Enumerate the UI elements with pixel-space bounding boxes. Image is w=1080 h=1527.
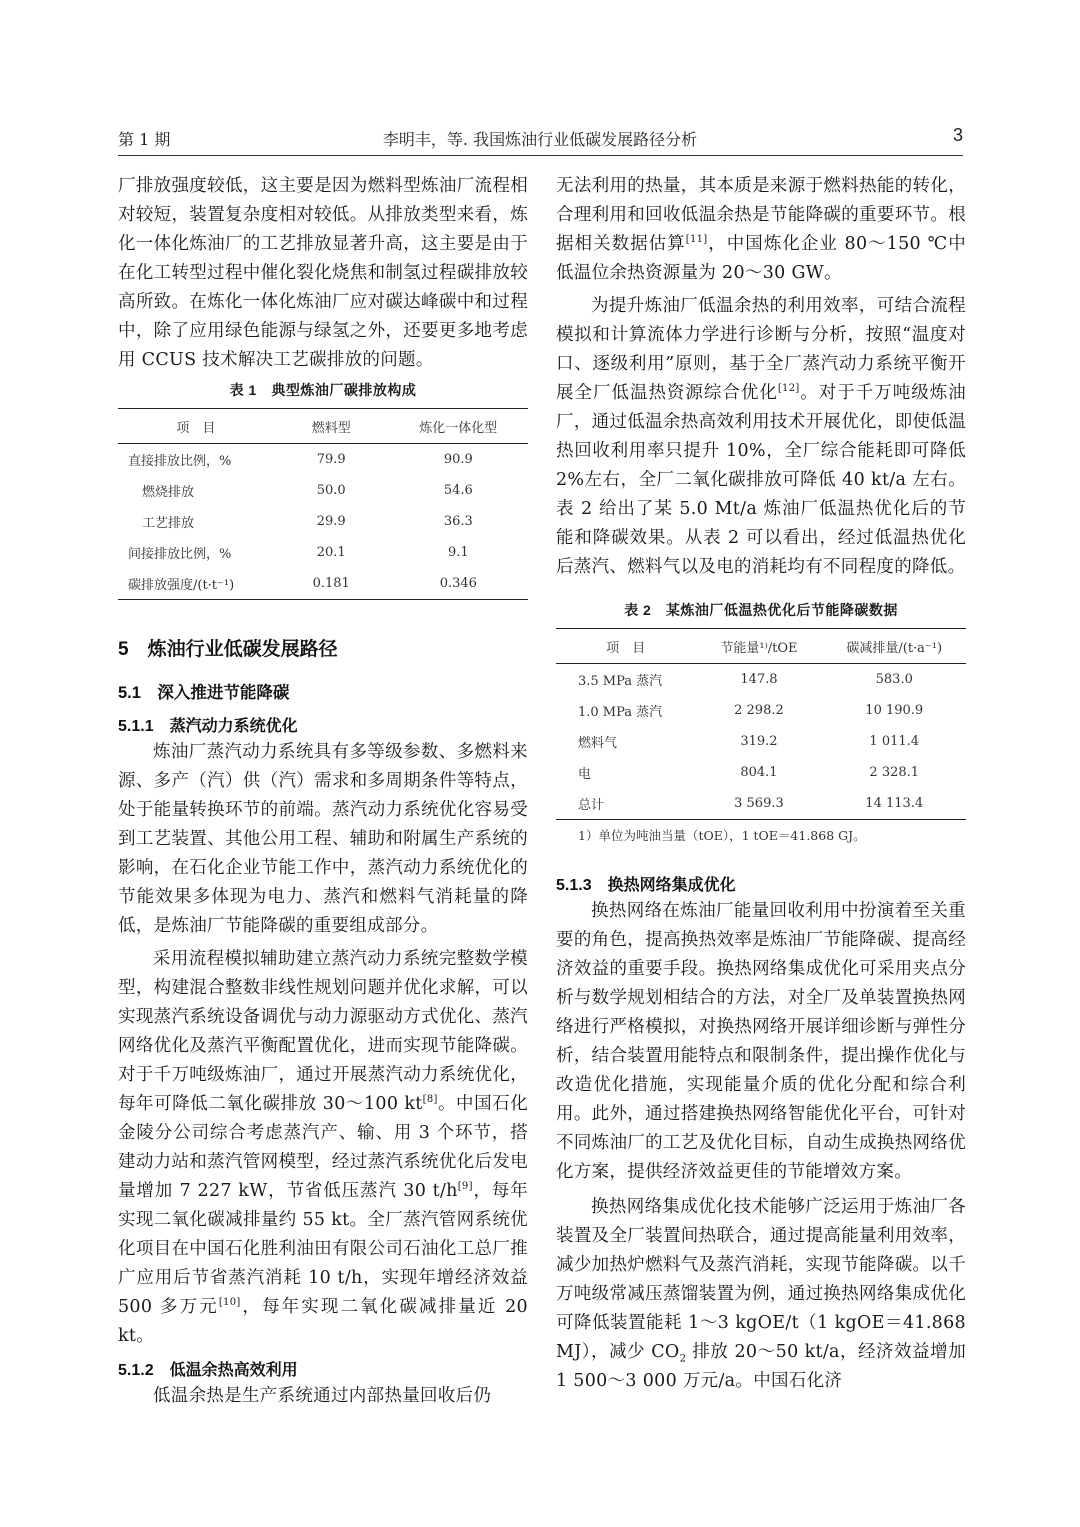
running-title: 李明丰，等. 我国炼油行业低碳发展路径分析 xyxy=(382,130,698,149)
paragraph-5-1-1-a: 炼油厂蒸汽动力系统具有多等级参数、多燃料来源、多产（汽）供（汽）需求和多周期条件等特点，处于能量转换环节的前端。蒸汽动力系统优化容易受到工艺装置、其他公用工程、辅助和附属生产系统的影响，在石化企业节能工作中，蒸汽动力系统优化的节能效果多体现为电力、蒸汽和燃料气消耗量的降低，是炼油厂节能降碳的重要组成部分。 xyxy=(118,742,528,936)
table-cell: 电 xyxy=(578,767,592,782)
table-cell: 总计 xyxy=(578,798,605,813)
journal-issue: 第 1 期 xyxy=(118,130,171,149)
text-run: 采用流程模拟辅助建立蒸汽动力系统完整数学模型，构建混合整数非线性规划问题并优化求解，可以实现蒸汽系统设备调优与动力源驱动方式优化、蒸汽网络优化及蒸汽平衡配置优化，进而实现节能降碳。对于千万吨级炼油厂，通过开展蒸汽动力系统优化，每年可降低二氧化碳排放 30～100 kt xyxy=(118,949,528,1114)
table-1-header-item: 项 目 xyxy=(176,420,216,436)
citation-ref: [10] xyxy=(218,1297,241,1309)
table-cell: 10 190.9 xyxy=(865,703,924,718)
table-cell: 20.1 xyxy=(316,545,346,560)
text-run: 为提升炼油厂低温余热的利用效率，可结合流程模拟和计算流体力学进行诊断与分析，按照“温度对口、逐级利用”原则，基于全厂蒸汽动力系统平衡开展全厂低温热资源综合优化 xyxy=(556,296,966,403)
text-run: 无法利用的热量，其本质是来源于燃料热能的转化，合理利用和回收低温余热是节能降碳的重要环节。根据相关数据估算 xyxy=(556,176,966,254)
table-cell: 2 328.1 xyxy=(869,765,920,780)
citation-ref: [11] xyxy=(685,234,708,246)
table-cell: 14 113.4 xyxy=(865,796,924,811)
table-cell: 804.1 xyxy=(740,765,778,780)
header-rule xyxy=(118,155,963,156)
table-cell: 50.0 xyxy=(316,483,346,498)
table-cell: 碳排放强度/(t·t⁻¹) xyxy=(128,578,235,593)
table-cell: 1.0 MPa 蒸汽 xyxy=(578,705,663,720)
paragraph-5-1-3-a: 换热网络在炼油厂能量回收利用中扮演着至关重要的角色，提高换热效率是炼油厂节能降碳、提高经济效益的重要手段。换热网络集成优化可采用夹点分析与数学规划相结合的方法，对全厂及单装置换热网络进行严格模拟，对换热网络开展详细诊断与弹性分析，结合装置用能特点和限制条件，提出操作优化与改造优化措施，实现能量介质的优化分配和综合利用。此外，通过搭建换热网络智能优化平台，可针对不同炼油厂的工艺及优化目标，自动生成换热网络优化方案，提供经济效益更佳的节能增效方案。 xyxy=(556,901,966,1182)
table-1-header-col: 燃料型 xyxy=(311,420,351,436)
table-2-header-col: 碳减排量/(t·a⁻¹) xyxy=(846,640,943,656)
table-row xyxy=(556,664,966,696)
paragraph-intro: 厂排放强度较低，这主要是因为燃料型炼油厂流程相对较短，装置复杂度相对较低。从排放类型来看，炼化一体化炼油厂的工艺排放显著升高，这主要是由于在化工转型过程中催化裂化烧焦和制氢过程碳排放较高所致。在炼化一体化炼油厂应对碳达峰碳中和过程中，除了应用绿色能源与绿氢之外，还要更多地考虑用 CCUS 技术解决工艺碳排放的问题。 xyxy=(118,176,528,370)
table-row xyxy=(118,537,528,568)
citation-ref: [8] xyxy=(422,1094,438,1106)
section-heading-5: 5 炼油行业低碳发展路径 xyxy=(118,639,338,660)
section-heading-5-1: 5.1 深入推进节能降碳 xyxy=(118,684,290,702)
text-run: 排放 20～50 kt/a，经济效益增加 1 500～3 000 万元/a。中国石化济 xyxy=(556,1342,966,1391)
paragraph-5-1-2-start: 低温余热是生产系统通过内部热量回收后仍 xyxy=(153,1386,492,1406)
text-run: ，每年实现二氧化碳减排量近 20 kt。 xyxy=(118,1297,528,1346)
left-column xyxy=(118,172,528,1411)
table-cell: 3.5 MPa 蒸汽 xyxy=(578,674,663,689)
table-cell: 燃料气 xyxy=(578,736,618,751)
page-number: 3 xyxy=(952,125,963,145)
table-1-header-col: 炼化一体化型 xyxy=(419,420,498,436)
table-2-footnote: 1）单位为吨油当量（tOE），1 tOE＝41.868 GJ。 xyxy=(578,828,866,843)
table-cell: 29.9 xyxy=(316,514,346,529)
table-cell: 147.8 xyxy=(740,672,778,687)
table-cell: 90.9 xyxy=(443,452,473,467)
paragraph-5-1-2-b xyxy=(556,292,966,582)
table-cell: 2 298.2 xyxy=(734,703,784,718)
table-cell: 54.6 xyxy=(443,483,473,498)
citation-ref: [12] xyxy=(777,383,800,395)
table-2-header-item: 项 目 xyxy=(606,640,646,656)
table-cell: 工艺排放 xyxy=(142,516,195,531)
table-2-header-col: 节能量¹⁾/tOE xyxy=(720,640,798,656)
paragraph-5-1-3-b xyxy=(556,1193,966,1396)
table-cell: 9.1 xyxy=(447,545,469,560)
table-2-grid xyxy=(556,628,966,820)
table-row xyxy=(118,506,528,537)
table-1 xyxy=(118,380,528,600)
text-run: 换热网络集成优化技术能够广泛运用于炼油厂各装置及全厂装置间热联合，通过提高能量利用效率，减少加热炉燃料气及蒸汽消耗，实现节能降碳。以千万吨级常减压蒸馏装置为例，通过换热网络集成优化可降低装置能耗 1～3 kgOE/t（1 kgOE＝41.868 MJ），减少 CO xyxy=(556,1197,966,1362)
text-run: ，中国炼化企业 80～150 ℃中低温位余热资源量为 20～30 GW。 xyxy=(556,234,966,283)
table-row xyxy=(556,726,966,757)
table-cell: 0.181 xyxy=(312,576,350,591)
text-run: ，每年实现二氧化碳减排量约 55 kt。全厂蒸汽管网系统优化项目在中国石化胜利油田有限公司石油化工总厂推广应用后节省蒸汽消耗 10 t/h，实现年增经济效益 500 多万元 xyxy=(118,1181,528,1317)
section-heading-5-1-3: 5.1.3 换热网络集成优化 xyxy=(556,877,736,894)
table-cell: 直接排放比例，% xyxy=(128,454,232,469)
subscript: 2 xyxy=(679,1353,687,1365)
text-run: 。中国石化金陵分公司综合考虑蒸汽产、输、用 3 个环节，搭建动力站和蒸汽管网模型，经过蒸汽系统优化后发电量增加 7 227 kW，节省低压蒸汽 30 t/h xyxy=(118,1094,528,1201)
paragraph-5-1-1-b xyxy=(118,945,528,1351)
table-row xyxy=(556,695,966,726)
table-cell: 79.9 xyxy=(316,452,346,467)
table-row xyxy=(118,568,528,600)
table-cell: 间接排放比例，% xyxy=(128,547,232,562)
table-2 xyxy=(556,600,966,844)
table-1-grid xyxy=(118,408,528,600)
table-row xyxy=(556,757,966,788)
text-run: 。对于千万吨级炼油厂，通过低温余热高效利用技术开展优化，即使低温热回收利用率只提升 10%，全厂综合能耗即可降低 2%左右，全厂二氧化碳排放可降低 40 kt/a 左右。表 2 给出了某 5.0 Mt/a 炼油厂低温热优化后的节能和降碳效果。从表 2 可以看出，经过低温热优化后蒸汽、燃料气以及电的消耗均有不同程度的降低。 xyxy=(556,383,966,577)
table-cell: 1 011.4 xyxy=(869,734,920,749)
table-cell: 583.0 xyxy=(875,672,913,687)
table-cell: 3 569.3 xyxy=(734,796,784,811)
table-cell: 0.346 xyxy=(439,576,477,591)
paragraph-5-1-2-cont xyxy=(556,172,966,288)
table-cell: 319.2 xyxy=(740,734,778,749)
section-heading-5-1-2: 5.1.2 低温余热高效利用 xyxy=(118,1362,298,1379)
citation-ref: [9] xyxy=(457,1181,473,1193)
table-cell: 36.3 xyxy=(443,514,473,529)
right-column xyxy=(556,172,966,1396)
table-row xyxy=(118,475,528,506)
table-row xyxy=(118,444,528,476)
table-row xyxy=(556,788,966,820)
table-1-caption: 表 1 典型炼油厂碳排放构成 xyxy=(229,382,417,398)
section-heading-5-1-1: 5.1.1 蒸汽动力系统优化 xyxy=(118,718,298,735)
table-2-caption: 表 2 某炼油厂低温热优化后节能降碳数据 xyxy=(624,602,898,618)
table-cell: 燃烧排放 xyxy=(142,485,195,500)
